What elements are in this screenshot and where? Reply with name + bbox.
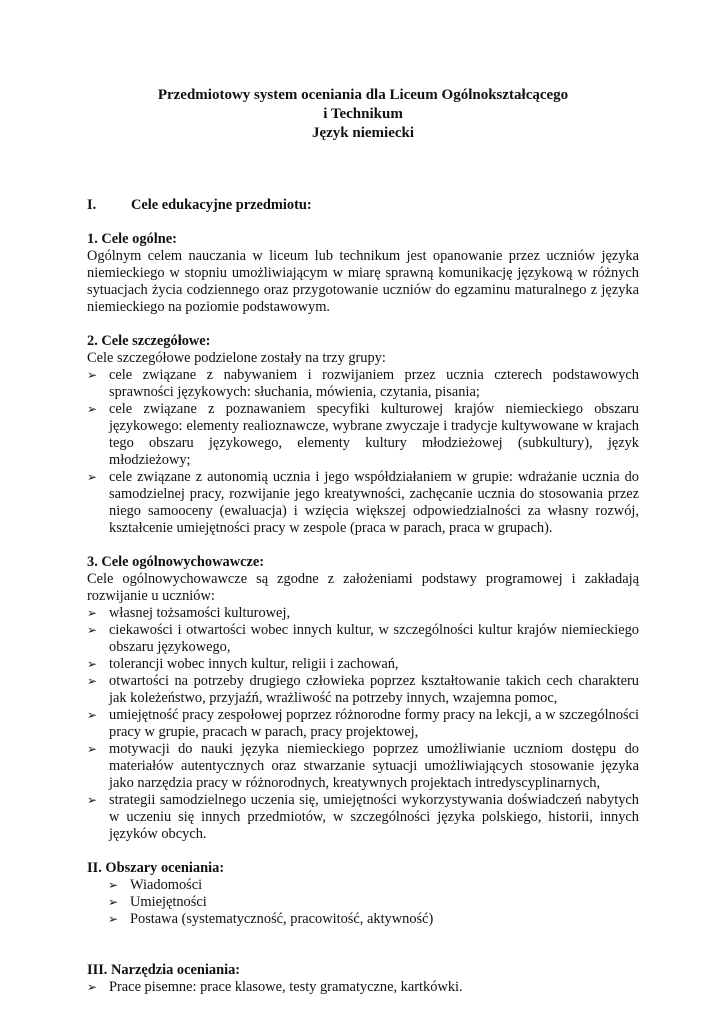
section-3-title: III. Narzędzia oceniania: [87, 962, 241, 978]
section-1-title: Cele edukacyjne przedmiotu: [131, 197, 312, 213]
subsection-3-intro: Cele ogólnowychowawcze są zgodne z założeniami podstawy programowej i zakładają rozwijanie u uczniów: [87, 571, 639, 604]
arrow-bullet-icon: ➢ [108, 912, 119, 926]
document-page [87, 86, 639, 996]
title-line-1: Przedmiotowy system oceniania dla Liceum Ogólnokształcącego [157, 87, 569, 103]
section-1-heading [87, 197, 639, 214]
subsection-2-list [87, 367, 639, 537]
list-item: ➢ Wiadomości [108, 877, 203, 893]
arrow-bullet-icon: ➢ [87, 708, 98, 722]
arrow-bullet-icon: ➢ [87, 623, 98, 637]
list-item: ➢ cele związane z autonomią ucznia i jego współdziałaniem w grupie: wdrażanie ucznia do samodzielnej pracy, rozwijanie jego kreatywności, zachęcanie ucznia do stosowania przez niego samooceny (ewaluacja) i wzięcia większej odpowiedzialności za własny rozwój, kształcenie umiejętności pracy w zespole (praca w parach, praca w grupach). [87, 469, 639, 536]
section-1-number: I. [87, 197, 97, 213]
arrow-bullet-icon: ➢ [87, 793, 98, 807]
list-item: ➢ tolerancji wobec innych kultur, religii i zachowań, [87, 656, 399, 672]
arrow-bullet-icon: ➢ [87, 742, 98, 756]
arrow-bullet-icon: ➢ [87, 402, 98, 416]
list-item: ➢ strategii samodzielnego uczenia się, umiejętności wykorzystywania doświadczeń nabytych w uczeniu się innych przedmiotów, w szczególności języka polskiego, historii, innych języków obcych. [87, 792, 639, 842]
arrow-bullet-icon: ➢ [87, 368, 98, 382]
subsection-2-intro: Cele szczegółowe podzielone zostały na trzy grupy: [87, 350, 386, 366]
arrow-bullet-icon: ➢ [87, 674, 98, 688]
list-item: ➢ otwartości na potrzeby drugiego człowieka poprzez kształtowanie takich cech charakteru jak koleżeństwo, przyjaźń, wrażliwość na potrzeby innych, wzajemna pomoc, [87, 673, 639, 706]
subsection-1-text: Ogólnym celem nauczania w liceum lub technikum jest opanowanie przez uczniów języka niemieckiego w stopniu umożliwiającym w miarę sprawną komunikację językową w różnych sytuacjach życia codziennego oraz przygotowanie uczniów do egzaminu maturalnego z języka niemieckiego na poziomie podstawowym. [87, 248, 639, 315]
list-item: ➢ Umiejętności [108, 894, 207, 910]
arrow-bullet-icon: ➢ [108, 878, 119, 892]
arrow-bullet-icon: ➢ [87, 470, 98, 484]
section-2-title: II. Obszary oceniania: [87, 860, 225, 876]
list-item: ➢ ciekawości i otwartości wobec innych kultur, w szczególności kultur krajów niemieckiego obszaru językowego, [87, 622, 639, 655]
title-line-3: Język niemiecki [311, 125, 415, 141]
subsection-2-title: 2. Cele szczegółowe: [87, 333, 211, 349]
list-item: ➢ motywacji do nauki języka niemieckiego poprzez umożliwianie uczniom dostępu do materiałów autentycznych oraz stwarzanie sytuacji umożliwiających stosowanie języka jako narzędzia pracy w różnorodnych, kreatywnych projektach intredyscyplinarnych, [87, 741, 639, 791]
list-item: ➢ Postawa (systematyczność, pracowitość, aktywność) [108, 911, 434, 927]
list-item: ➢ umiejętność pracy zespołowej poprzez różnorodne formy pracy na lekcji, a w szczególności pracy w grupie, pracach w parach, pracy projektowej, [87, 707, 639, 740]
arrow-bullet-icon: ➢ [87, 980, 98, 994]
document-title [87, 86, 639, 143]
title-line-2: i Technikum [323, 106, 403, 122]
arrow-bullet-icon: ➢ [87, 657, 98, 671]
section-3-list [87, 979, 639, 996]
list-item: ➢ Prace pisemne: prace klasowe, testy gramatyczne, kartkówki. [87, 979, 463, 995]
section-2-list [87, 877, 639, 928]
subsection-3-list [87, 605, 639, 843]
subsection-1-title: 1. Cele ogólne: [87, 231, 177, 247]
list-item: ➢ cele związane z nabywaniem i rozwijaniem przez ucznia czterech podstawowych sprawności językowych: słuchania, mówienia, czytania, pisania; [87, 367, 639, 400]
arrow-bullet-icon: ➢ [108, 895, 119, 909]
subsection-3-title: 3. Cele ogólnowychowawcze: [87, 554, 265, 570]
arrow-bullet-icon: ➢ [87, 606, 98, 620]
list-item: ➢ własnej tożsamości kulturowej, [87, 605, 291, 621]
list-item: ➢ cele związane z poznawaniem specyfiki kulturowej krajów niemieckiego obszaru językowego: elementy realioznawcze, wybrane zwyczaje i tradycje kultywowane w krajach tego obszaru językowego, elementy kultury młodzieżowej (subkultury), język młodzieżowy; [87, 401, 639, 468]
